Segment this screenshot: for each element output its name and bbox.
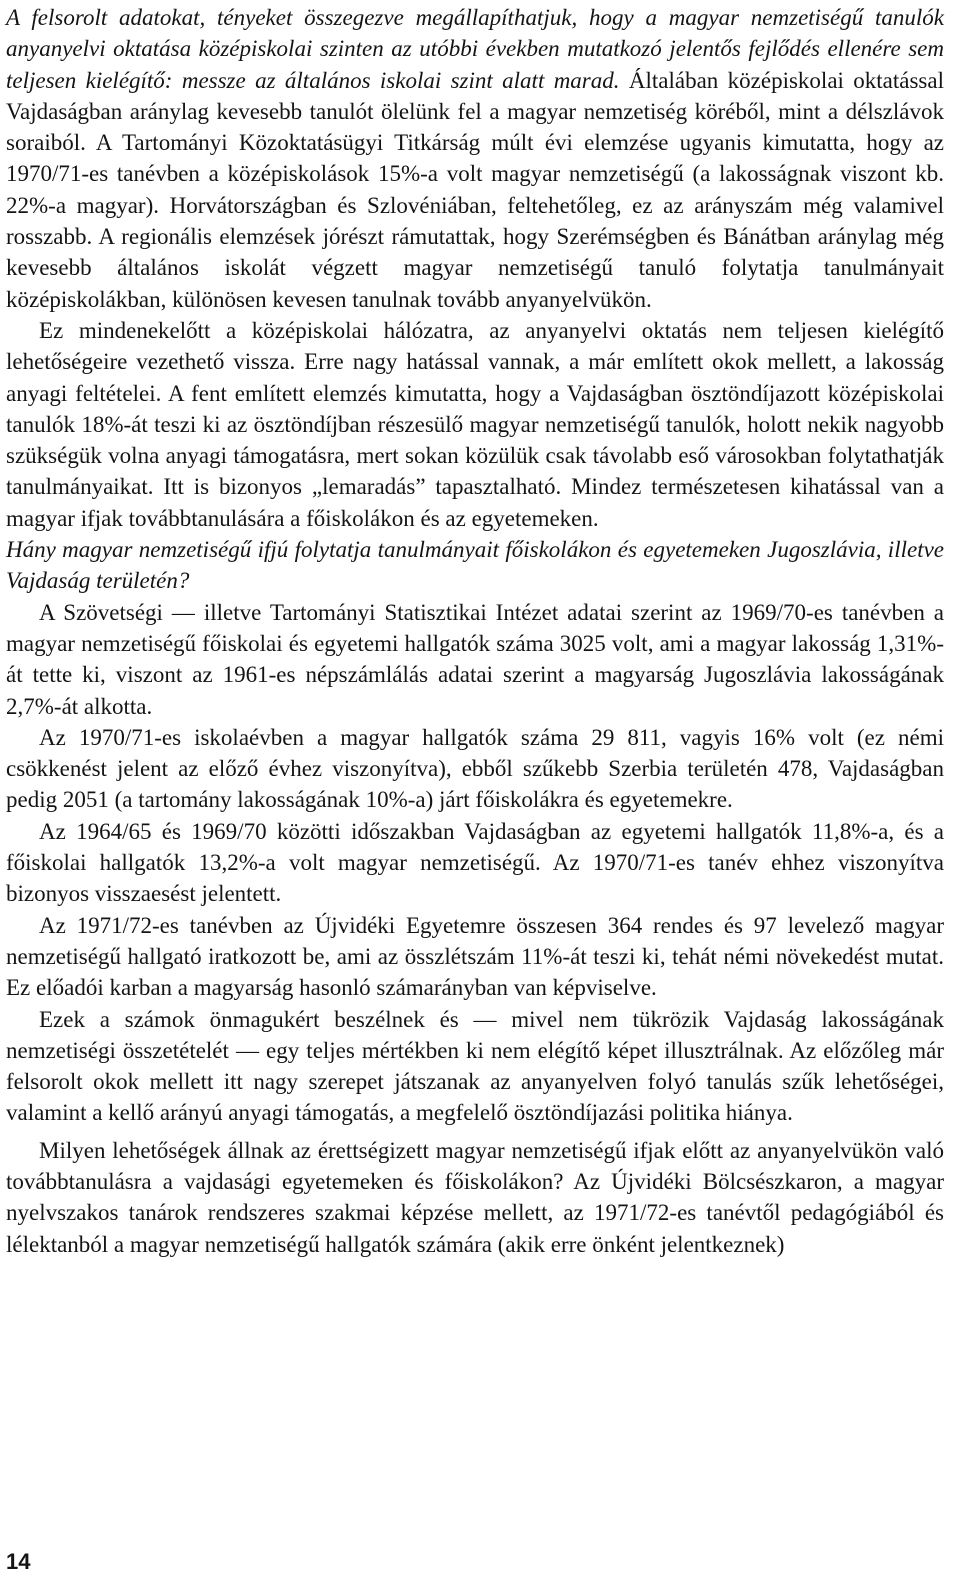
page-number: 14: [6, 1549, 31, 1574]
paragraph-1: [6, 2, 944, 315]
body-text: [6, 2, 944, 1260]
italic-conclusion: A felsorolt adatokat, tényeket összegezve megállapíthatjuk, hogy a magyar nemzetiségű tanulók anyanyelvi oktatása középiskolai szinten az utóbbi években mutatkozó jelentős fejlődés ellenére sem teljesen kielégítő: messze az általános iskolai szint alatt marad.: [6, 5, 944, 93]
paragraph-8: Milyen lehetőségek állnak az érettségizett magyar nemzetiségű ifjak előtt az anyanyelvükön való továbbtanulásra a vajdasági egyetemeken és főiskolákon? Az Újvidéki Bölcsészkaron, a magyar nyelvszakos tanárok rendszeres szakmai képzése mellett, az 1971/72-es tanévtől pedagógiából és lélektanból a magyar nemzetiségű hallgatók számára (akik erre önként jelentkeznek): [6, 1137, 944, 1257]
paragraph-5: Az 1964/65 és 1969/70 közötti időszakban Vajdaságban az egyetemi hallgatók 11,8%-a, és a főiskolai hallgatók 13,2%-a volt magyar nemzetiségű. Az 1970/71-es tanév ehhez viszonyítva bizonyos visszaesést jelentett.: [6, 818, 944, 907]
paragraph-6: Az 1971/72-es tanévben az Újvidéki Egyetemre összesen 364 rendes és 97 levelező magyar nemzetiségű hallgató iratkozott be, ami az összlétszám 11%-át teszi ki, tehát némi növekedést mutat. Ez előadói karban a magyarság hasonló számarányban van képviselve.: [6, 912, 944, 1001]
paragraph-7: Ezek a számok önmagukért beszélnek és — mivel nem tükrözik Vajdaság lakosságának nemzetiségi összetételét — egy teljes mértékben ki nem elégítő képet illusztrálnak. Az előzőleg már felsorolt okok mellett itt nagy szerepet játszanak az anyanyelven folyó tanulás szűk lehetőségei, valamint a kellő arányú anyagi támogatás, a megfelelő ösztöndíjazási politika hiánya.: [6, 1006, 944, 1126]
paragraph-1-text: Általában középiskolai oktatással Vajdaságban aránylag kevesebb tanulót ölelünk fel a magyar nemzetiség köréből, mint a délszlávok soraiból. A Tartományi Közoktatásügyi Titkárság múlt évi elemzése ugyanis kimutatta, hogy az 1970/71-es tanévben a középiskolások 15%-a volt magyar nemzetiségű (a lakosságnak viszont kb. 22%-a magyar). Horvátországban és Szlovéniában, feltehetőleg, ez az arányszám még valamivel rosszabb. A regionális elemzések jórészt rámutattak, hogy Szerémségben és Bánátban aránylag még kevesebb általános iskolát végzett magyar nemzetiségű tanuló folytatja tanulmányait középiskolákban, különösen kevesen tanulnak tovább anyanyelvükön.: [6, 67, 944, 312]
paragraph-2: Ez mindenekelőtt a középiskolai hálózatra, az anyanyelvi oktatás nem teljesen kielégítő lehetőségeire vezethető vissza. Erre nagy hatással vannak, a már említett okok mellett, a lakosság anyagi feltételei. A fent említett elemzés kimutatta, hogy a Vajdaságban ösztöndíjazott középiskolai tanulók 18%-át teszi ki az ösztöndíjban részesülő magyar nemzetiségű tanulók, holott nekik nagyobb szükségük volna anyagi támogatásra, mert sokan közülük csak távolabb eső városokban folytathatják tanulmányaikat. Itt is bizonyos „lemaradás” tapasztalható. Mindez természetesen kihatással van a magyar ifjak továbbtanulására a főiskolákon és az egyetemeken.: [6, 317, 944, 531]
section-question: Hány magyar nemzetiségű ifjú folytatja tanulmányait főiskolákon és egyetemeken Jugoszlávia, illetve Vajdaság területén?: [6, 537, 944, 594]
paragraph-3: A Szövetségi — illetve Tartományi Statisztikai Intézet adatai szerint az 1969/70-es tanévben a magyar nemzetiségű főiskolai és egyetemi hallgatók száma 3025 volt, ami a magyar lakosság 1,31%-át tette ki, viszont az 1961-es népszámlálás adatai szerint a magyarság Jugoszlávia lakosságának 2,7%-át alkotta.: [6, 599, 944, 719]
paragraph-4: Az 1970/71-es iskolaévben a magyar hallgatók száma 29 811, vagyis 16% volt (ez némi csökkenést jelent az előző évhez viszonyítva), ebből szűkebb Szerbia területén 478, Vajdaságban pedig 2051 (a tartomány lakosságának 10%-a) járt főiskolákra és egyetemekre.: [6, 724, 944, 813]
